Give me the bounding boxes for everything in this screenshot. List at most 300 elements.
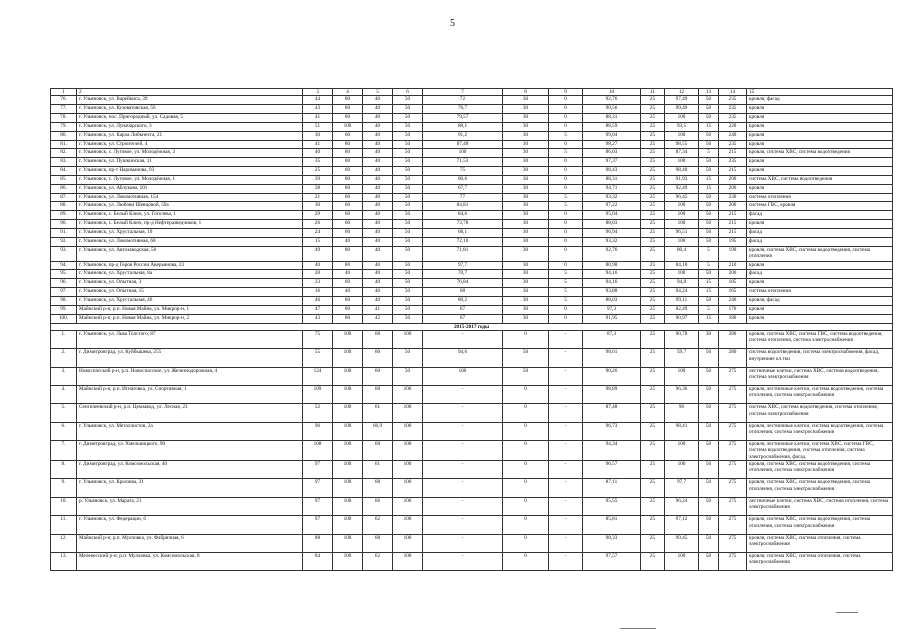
table-row <box>51 113 893 122</box>
table-cell: - <box>549 330 583 348</box>
table-cell: 60 <box>333 131 363 140</box>
table-row <box>51 211 893 220</box>
section-row <box>51 323 893 330</box>
table-cell: 88 <box>303 534 333 552</box>
table-row <box>51 105 893 114</box>
table-cell: Майнский р-н, р.п. Мулловка, ул. Фабричная, 6 <box>77 534 303 552</box>
table-cell: 80 <box>333 149 363 158</box>
table-cell: 5 <box>549 297 583 306</box>
table-row <box>51 122 893 131</box>
table-cell: система ХВС, система водоотведения, система отопления, система электроснабжения <box>747 404 893 422</box>
table-cell: 50 <box>393 122 423 131</box>
table-cell: 85,81 <box>583 516 641 534</box>
table-cell: 0 <box>503 386 549 404</box>
table-cell: 50 <box>699 105 719 114</box>
table-cell: 41 <box>303 140 333 149</box>
table-cell: 4 <box>333 89 363 96</box>
table-cell: 215 <box>719 167 747 176</box>
table-row <box>51 184 893 193</box>
table-cell: 3 <box>303 89 333 96</box>
table-cell: г. Ульяновск, ул. Опытная, 3 <box>77 279 303 288</box>
table-cell: 13. <box>51 553 77 571</box>
table-cell: 100 <box>393 479 423 497</box>
table-cell: 5. <box>51 404 77 422</box>
table-cell: фасад <box>747 228 893 237</box>
table-cell: г. Ульяновск, с. Белый Ключ, пр-д Нефтеразведчиков, 1 <box>77 220 303 229</box>
table-cell: 275 <box>719 404 747 422</box>
table-cell: 50 <box>393 175 423 184</box>
table-cell: 108 <box>303 441 333 461</box>
table-cell: 25 <box>641 96 665 105</box>
table-cell: - <box>549 497 583 515</box>
table-cell: 8. <box>51 461 77 479</box>
table-cell: 60 <box>333 279 363 288</box>
table-cell: 190 <box>719 246 747 261</box>
table-cell: г. Ульяновск, с. Белый Ключ, ул. Гоголева, 1 <box>77 211 303 220</box>
table-cell: 30 <box>503 184 549 193</box>
table-cell: 50 <box>393 237 423 246</box>
table-cell: 50 <box>699 158 719 167</box>
table-cell: 50 <box>699 441 719 461</box>
table-cell: кровля <box>747 105 893 114</box>
table-cell: 275 <box>719 553 747 571</box>
table-cell: 25 <box>641 246 665 261</box>
table-row <box>51 441 893 461</box>
table-cell: 0 <box>549 158 583 167</box>
table-cell: 80 <box>333 246 363 261</box>
table-cell: 30 <box>503 305 549 314</box>
table-cell: - <box>423 441 503 461</box>
table-cell: 40 <box>363 279 393 288</box>
table-cell: 68 <box>363 534 393 552</box>
table-cell: 15 <box>699 184 719 193</box>
table-cell: 4. <box>51 386 77 404</box>
table-cell: 99,49 <box>665 105 699 114</box>
table-cell: 76,84 <box>423 279 503 288</box>
table-cell: 80 <box>333 261 363 270</box>
table-cell: 25 <box>641 288 665 297</box>
table-cell: 50 <box>699 386 719 404</box>
table-cell: 84,6 <box>423 211 503 220</box>
table-cell: 61 <box>363 461 393 479</box>
table-cell: 41 <box>303 113 333 122</box>
table-cell: 235 <box>719 140 747 149</box>
table-cell: 5 <box>699 246 719 261</box>
table-cell: 25 <box>641 330 665 348</box>
table-cell: 100 <box>333 516 363 534</box>
table-row <box>51 220 893 229</box>
table-cell: 40 <box>363 246 393 261</box>
table-cell: 25 <box>641 441 665 461</box>
table-cell: система отопления <box>747 193 893 202</box>
table-row <box>51 314 893 323</box>
table-cell: 50 <box>699 534 719 552</box>
table-cell: г. Димитровград, ул. Комсомольская, 40 <box>77 461 303 479</box>
table-cell: 88,59 <box>583 122 641 131</box>
table-cell: г. Ульяновск, ул. Федерации, 6 <box>77 516 303 534</box>
table-cell: 39 <box>303 175 333 184</box>
table-cell: 50 <box>699 193 719 202</box>
table-cell: 40 <box>363 288 393 297</box>
table-cell: 275 <box>719 479 747 497</box>
table-cell: 68 <box>363 330 393 348</box>
table-cell: кровля <box>747 167 893 176</box>
table-cell: 93. <box>51 246 77 261</box>
table-cell: 10 <box>583 89 641 96</box>
table-row <box>51 131 893 140</box>
table-cell: 60 <box>333 202 363 211</box>
table-cell: 13 <box>699 89 719 96</box>
table-cell: 99,11 <box>665 297 699 306</box>
table-cell: 67,7 <box>423 184 503 193</box>
table-cell: Мелекесский р-н, р.п. Мулловка, ул. Комсомольская, 8 <box>77 553 303 571</box>
table-cell: 40 <box>363 140 393 149</box>
table-cell: 100 <box>665 553 699 571</box>
table-cell: 30 <box>503 237 549 246</box>
table-cell: 100 <box>393 422 423 440</box>
table-cell: 220 <box>719 122 747 131</box>
table-row <box>51 367 893 385</box>
table-cell: 275 <box>719 422 747 440</box>
table-cell: 50 <box>393 167 423 176</box>
table-cell: 30 <box>503 140 549 149</box>
table-cell: 30 <box>503 228 549 237</box>
table-cell: 84,18 <box>665 261 699 270</box>
table-cell: 0 <box>549 228 583 237</box>
table-cell: 12 <box>665 89 699 96</box>
table-cell: кровля, система ХВС, система водоотведения, система отопления, система электроснабжения <box>747 516 893 534</box>
table-cell: 40 <box>363 193 393 202</box>
table-cell: 5 <box>363 89 393 96</box>
table-cell: 0 <box>503 497 549 515</box>
table-cell: 30 <box>503 261 549 270</box>
table-cell: 46 <box>303 297 333 306</box>
table-cell: 50 <box>393 297 423 306</box>
table-cell: 50 <box>699 113 719 122</box>
table-cell: 30 <box>503 246 549 261</box>
table-cell: 40 <box>363 237 393 246</box>
table-cell: 0 <box>549 246 583 261</box>
table-cell: 15 <box>699 279 719 288</box>
table-cell: Новоспасский р-н, р.п. Новоспасское, ул. Железнодорожная, 4 <box>77 367 303 385</box>
table-cell: 40 <box>363 228 393 237</box>
housing-repair-table <box>50 88 893 571</box>
table-cell: 98,33 <box>583 534 641 552</box>
table-row <box>51 270 893 279</box>
table-cell: 30 <box>303 202 333 211</box>
table-cell: 98. <box>51 297 77 306</box>
table-cell: - <box>549 367 583 385</box>
table-cell: 280 <box>719 330 747 348</box>
table-cell: 100 <box>333 422 363 440</box>
table-cell: 60 <box>333 167 363 176</box>
table-cell: 40 <box>363 113 393 122</box>
table-cell: 40 <box>363 297 393 306</box>
table-cell: г. Ульяновск, пр-т Нариманова, 93 <box>77 167 303 176</box>
table-cell: 87,3 <box>583 330 641 348</box>
table-cell: 275 <box>719 461 747 479</box>
table-cell: 98,61 <box>583 349 641 367</box>
table-cell: кровля <box>747 279 893 288</box>
table-cell: г. Ульяновск, с. Луговое, ул. Молодёжная, 3 <box>77 149 303 158</box>
table-cell: 16 <box>303 288 333 297</box>
table-row <box>51 288 893 297</box>
table-cell: г. Ульяновск, ул. Пушкинская, 11 <box>77 158 303 167</box>
table-row <box>51 422 893 440</box>
table-body <box>51 89 893 571</box>
table-cell: 100 <box>333 122 363 131</box>
table-cell: 0 <box>549 261 583 270</box>
table-cell: 30 <box>503 96 549 105</box>
table-cell: 275 <box>719 534 747 552</box>
table-cell: 71,81 <box>423 246 503 261</box>
table-cell: 50 <box>393 220 423 229</box>
table-cell: 25 <box>641 553 665 571</box>
table-cell: 100 <box>333 497 363 515</box>
table-cell: 2 <box>77 89 303 96</box>
table-cell: 88,31 <box>583 175 641 184</box>
table-cell: 30 <box>503 167 549 176</box>
table-cell: 80,6 <box>423 175 503 184</box>
table-cell: 100 <box>333 349 363 367</box>
table-cell: 9 <box>549 89 583 96</box>
table-cell: 97 <box>303 516 333 534</box>
table-cell: 5 <box>699 305 719 314</box>
table-cell: 30 <box>503 113 549 122</box>
table-cell: 0 <box>549 140 583 149</box>
table-row <box>51 96 893 105</box>
table-cell: кровля, лестничные клетки, система водоотведения, система отопления, система электроснабжения <box>747 422 893 440</box>
table-cell: 84 <box>303 553 333 571</box>
table-cell: - <box>549 516 583 534</box>
table-cell: 30 <box>503 175 549 184</box>
table-cell: 25 <box>641 158 665 167</box>
table-cell: 97,3 <box>583 305 641 314</box>
table-row <box>51 479 893 497</box>
table-cell: 109 <box>303 386 333 404</box>
table-cell: 40 <box>363 167 393 176</box>
table-cell: 40 <box>363 149 393 158</box>
table-cell: 50 <box>699 228 719 237</box>
table-cell: 0 <box>503 479 549 497</box>
table-cell: - <box>549 386 583 404</box>
table-row <box>51 516 893 534</box>
table-cell: 40 <box>333 288 363 297</box>
table-cell: г. Димитровград, ул. Куйбышева, 255 <box>77 349 303 367</box>
table-cell: 30 <box>503 193 549 202</box>
table-cell: 40 <box>363 96 393 105</box>
table-cell: 100 <box>665 113 699 122</box>
table-cell: 76. <box>51 96 77 105</box>
table-cell: 100 <box>393 441 423 461</box>
table-row <box>51 158 893 167</box>
table-cell: 96,36 <box>665 386 699 404</box>
table-cell: 75 <box>423 167 503 176</box>
table-cell: 10. <box>51 497 77 515</box>
table-cell: 68 <box>363 386 393 404</box>
table-cell: 66 <box>363 497 393 515</box>
table-cell: 40 <box>363 175 393 184</box>
table-cell: 94,24 <box>665 288 699 297</box>
table-cell: 92,76 <box>583 246 641 261</box>
table-cell: 62 <box>363 553 393 571</box>
table-cell: 30 <box>503 270 549 279</box>
table-cell: 50 <box>503 349 549 367</box>
table-cell: 100 <box>665 270 699 279</box>
table-cell: - <box>549 461 583 479</box>
table-cell: 50 <box>393 149 423 158</box>
table-cell: 30 <box>503 202 549 211</box>
table-cell: г. Ульяновск, ул. Луначарского, 3 <box>77 122 303 131</box>
table-cell: 62 <box>363 516 393 534</box>
header-row <box>51 89 893 96</box>
table-cell: 215 <box>719 220 747 229</box>
table-cell: 275 <box>719 497 747 515</box>
table-cell: 230 <box>719 193 747 202</box>
table-cell: 50 <box>393 131 423 140</box>
table-cell: 25 <box>641 149 665 158</box>
table-cell: кровля, система ХВС, система ГВС, система водоотведения, система отопления, система электроснабжения <box>747 330 893 348</box>
table-cell: 50 <box>393 305 423 314</box>
table-cell: 195 <box>719 237 747 246</box>
table-cell: 25 <box>641 479 665 497</box>
table-cell: 100 <box>665 461 699 479</box>
table-cell: г. Ульяновск, ул. Варейкиса, 39 <box>77 96 303 105</box>
table-cell: 82. <box>51 149 77 158</box>
table-cell: 25 <box>641 228 665 237</box>
table-cell: 50 <box>699 211 719 220</box>
table-cell: 15 <box>303 237 333 246</box>
table-cell: 11. <box>51 516 77 534</box>
table-cell: 100 <box>333 404 363 422</box>
table-cell: 0 <box>549 314 583 323</box>
table-cell: 100 <box>393 404 423 422</box>
table-cell: 8 <box>503 89 549 96</box>
table-cell: г. Ульяновск, ул. Льва Толстого, 87 <box>77 330 303 348</box>
table-cell: 235 <box>719 105 747 114</box>
table-cell: 25 <box>641 140 665 149</box>
table-cell: 50 <box>393 246 423 261</box>
table-cell: 68,1 <box>423 228 503 237</box>
table-cell: г. Ульяновск, ул. Хрустальная, 10 <box>77 228 303 237</box>
table-cell: 30 <box>503 279 549 288</box>
table-cell: 79. <box>51 122 77 131</box>
table-cell: 75 <box>303 330 333 348</box>
table-cell: 50 <box>393 228 423 237</box>
table-cell: 25 <box>641 461 665 479</box>
table-cell: - <box>549 479 583 497</box>
table-cell: 90,78 <box>665 330 699 348</box>
table-cell: 97 <box>303 479 333 497</box>
table-cell: 0 <box>549 175 583 184</box>
table-cell: 100 <box>393 497 423 515</box>
table-cell: 24 <box>303 228 333 237</box>
table-cell: - <box>423 516 503 534</box>
table-cell: - <box>549 404 583 422</box>
table-cell: 50 <box>503 367 549 385</box>
table-row <box>51 261 893 270</box>
table-cell: 50 <box>393 349 423 367</box>
table-cell: 5 <box>549 279 583 288</box>
table-cell: 98,27 <box>583 140 641 149</box>
table-cell: 30 <box>699 330 719 348</box>
table-cell: 82,49 <box>665 305 699 314</box>
table-cell: 0 <box>549 167 583 176</box>
table-row <box>51 149 893 158</box>
table-cell: кровля <box>747 113 893 122</box>
table-cell: 88,31 <box>583 113 641 122</box>
table-cell: 50 <box>699 479 719 497</box>
table-cell: 25 <box>641 516 665 534</box>
table-cell: 6 <box>393 89 423 96</box>
table-row <box>51 228 893 237</box>
table-cell: 1 <box>51 89 77 96</box>
table-cell: 60 <box>363 349 393 367</box>
table-cell: г. Ульяновск, ул. Опытная, 15 <box>77 288 303 297</box>
table-cell: 88. <box>51 202 77 211</box>
table-cell: 59,7 <box>665 349 699 367</box>
table-cell: 40 <box>363 202 393 211</box>
table-cell: 97 <box>303 497 333 515</box>
table-row <box>51 279 893 288</box>
table-cell: 100 <box>333 367 363 385</box>
table-cell: 40 <box>363 131 393 140</box>
table-cell: 5 <box>699 261 719 270</box>
table-cell: 43 <box>303 314 333 323</box>
table-cell: 50 <box>393 96 423 105</box>
table-cell: 40 <box>333 270 363 279</box>
table-cell: 94,8 <box>665 279 699 288</box>
table-cell: 98,43 <box>583 167 641 176</box>
table-cell: 15 <box>699 122 719 131</box>
table-cell: 98,41 <box>665 422 699 440</box>
table-cell: 84,81 <box>423 202 503 211</box>
table-cell: 100 <box>333 330 363 348</box>
table-cell: 3. <box>51 367 77 385</box>
table-cell: г. Ульяновск, пр-д Героя России Аверьянова, 23 <box>77 261 303 270</box>
table-cell: 89. <box>51 211 77 220</box>
table-cell: 97,49 <box>665 96 699 105</box>
table-cell: г. Ульяновск, ул. Аблукова, 101 <box>77 184 303 193</box>
table-cell: 25 <box>641 404 665 422</box>
table-cell: 0 <box>503 516 549 534</box>
table-cell: 96,73 <box>583 422 641 440</box>
table-cell: кровля, фасад <box>747 297 893 306</box>
table-cell: 38 <box>303 184 333 193</box>
table-cell: 40 <box>363 184 393 193</box>
table-cell: 90,97 <box>665 314 699 323</box>
table-cell: 100. <box>51 314 77 323</box>
table-cell: 88,1 <box>423 122 503 131</box>
table-cell: 0 <box>549 220 583 229</box>
table-row <box>51 202 893 211</box>
table-cell: 0 <box>549 105 583 114</box>
table-cell: 76,7 <box>423 105 503 114</box>
table-cell: кровля, фасад <box>747 96 893 105</box>
table-cell: кровля <box>747 122 893 131</box>
table-cell: 215 <box>719 228 747 237</box>
table-cell: - <box>423 422 503 440</box>
table-cell: 87,34 <box>665 149 699 158</box>
table-cell: 275 <box>719 516 747 534</box>
table-row <box>51 297 893 306</box>
table-cell: 80 <box>333 305 363 314</box>
table-cell: 60 <box>363 367 393 385</box>
table-cell: 0 <box>549 305 583 314</box>
table-row <box>51 386 893 404</box>
table-cell: 80 <box>333 175 363 184</box>
table-cell: 40 <box>303 149 333 158</box>
